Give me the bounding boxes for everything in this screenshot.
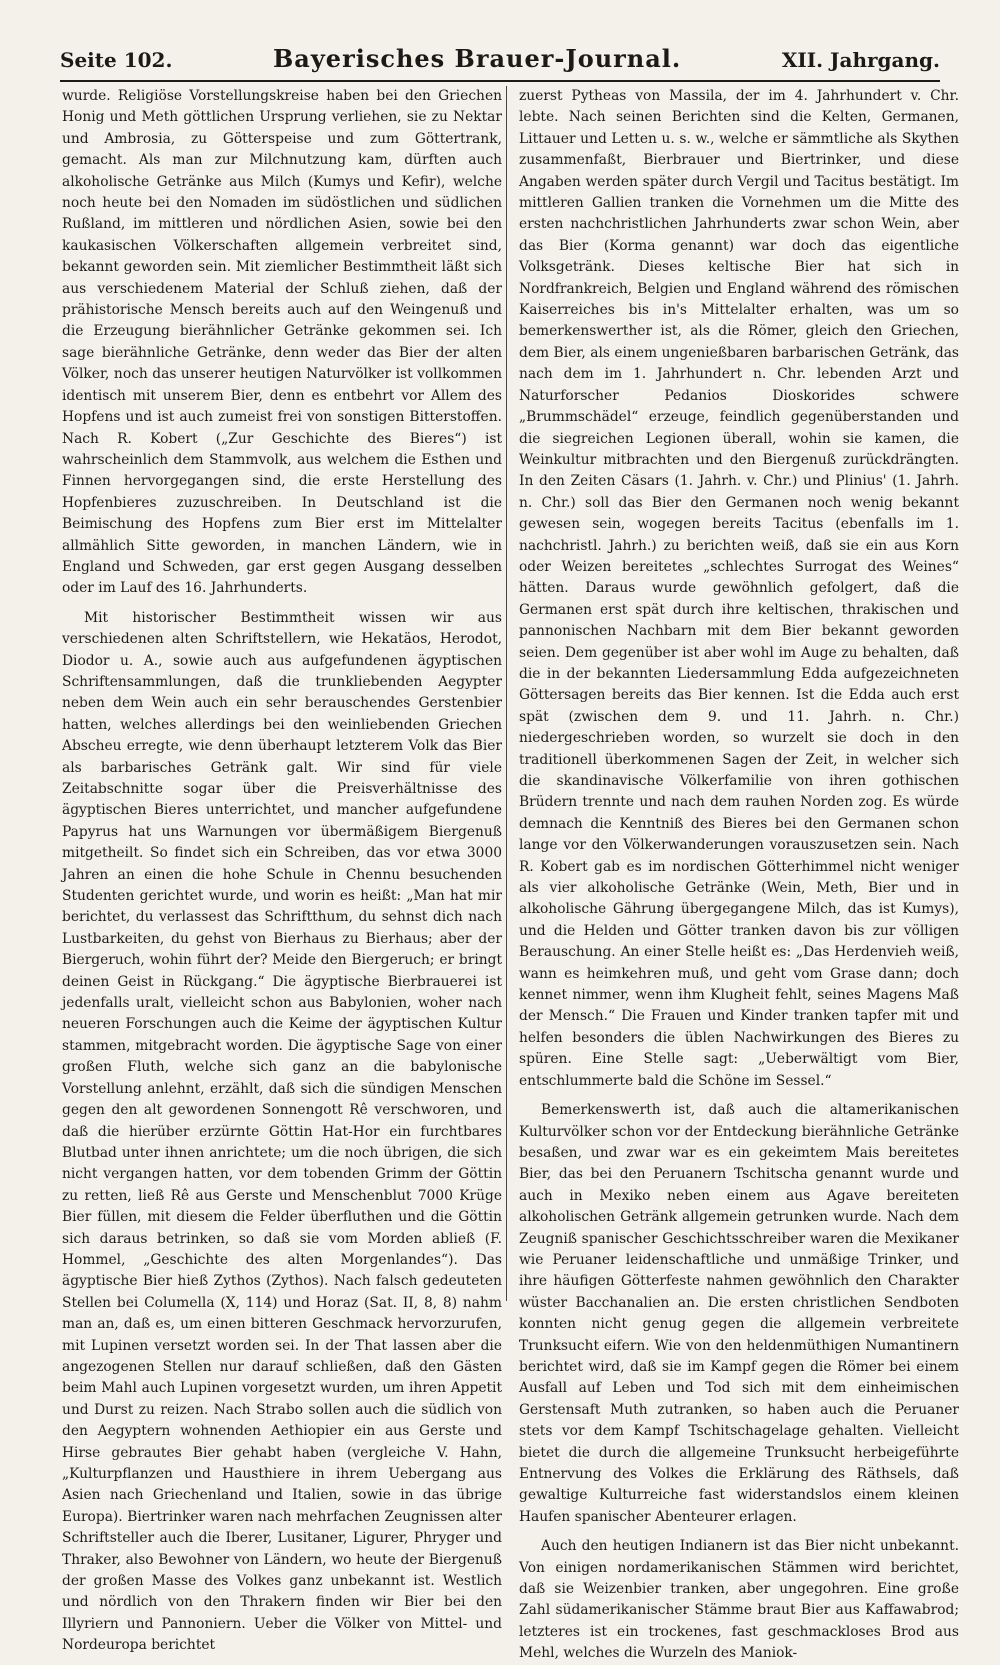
left-paragraph-2: Mit historischer Bestimmtheit wissen wir aus verschiedenen alten Schriftstellern, wie Hekatäos, Herodot, Diodor u. A., sowie auch aus aufgefundenen ägyptischen Schriftensammlungen, daß die trunkliebenden Aegypter neben dem Wein auch ein sehr berauschendes Gerstenbier hatten, welches allerdings bei den weinliebenden Griechen Abscheu erregte, wie denn überhaupt letzterem Volk das Bier als barbarisches Getränk galt. Wir sind für viele Zeitabschnitte sogar über die Preisverhältnisse des ägyptischen Bieres unterrichtet, und mancher aufgefundene Papyrus hat uns Warnungen vor übermäßigem Biergenuß mitgetheilt. So findet sich ein Schreiben, das vor etwa 3000 Jahren an einen die hohe Schule in Chennu besuchenden Studenten gerichtet wurde, und worin es heißt: „Man hat mir berichtet, du verlassest das Schriftthum, du sehnst dich nach Lustbarkeiten, du gehst von Bierhaus zu Bierhaus; aber der Biergeruch, wohin führt der? Meide den Biergeruch; er bringt deinen Geist in Rückgang.“ Die ägyptische Bierbrauerei ist jedenfalls uralt, vielleicht schon aus Babylonien, woher nach neueren Forschungen auch die Keime der ägyptischen Kultur stammen, mitgebracht worden. Die ägyptische Sage von einer großen Fluth, welche sich ganz an die babylonische Vorstellung anlehnt, erzählt, daß sich die sündigen Menschen gegen den alt gewordenen Sonnengott Rê verschworen, und daß die hierüber erzürnte Göttin Hat-Hor ein furchtbares Blutbad unter ihnen anrichtete; um die noch übrigen, die sich nicht vergangen hatten, vor dem tobenden Grimm der Göttin zu retten, ließ Rê aus Gerste und Menschenblut 7000 Krüge Bier füllen, mit diesem die Felder überfluthen und die Göttin sich daraus betrinken, so daß sie vom Morden abließ (F. Hommel, „Geschichte des alten Morgenlandes“). Das ägyptische Bier hieß Zythos (Zythos). Nach falsch gedeuteten Stellen bei Columella (X, 114) und Horaz (Sat. II, 8, 8) nahm man an, daß es, um einen bitteren Geschmack hervorzurufen, mit Lupinen versetzt worden sei. In der That lassen aber die angezogenen Stellen nur darauf schließen, daß den Gästen beim Mahl auch Lupinen vorgesetzt wurden, um ihren Appetit und Durst zu reizen. Nach Strabo sollen auch die südlich von den Aegyptern wohnenden Aethiopier ein aus Gerste und Hirse gebrautes Bier gehabt haben (vergleiche V. Hahn, „Kulturpflanzen und Hausthiere in ihrem Uebergang aus Asien nach Griechenland und Italien, sowie in das übrige Europa). Biertrinker waren nach mehrfachen Zeugnissen alter Schriftsteller auch die Iberer, Lusitaner, Ligurer, Phryger und Thraker, also Bewohner von Ländern, wo heute der Biergenuß der großen Masse des Volkes ganz unbekannt ist. Westlich und nördlich von den Thrakern finden wir Bier bei den Illyriern und Pannoniern. Ueber die Völker von Mittel- und Nordeuropa berichtet — [62, 609, 502, 1654]
left-column — [62, 86, 502, 1654]
right-paragraph-1: zuerst Pytheas von Massila, der im 4. Jahrhundert v. Chr. lebte. Nach seinen Berichten sind die Kelten, Germanen, Littauer und Letten u. s. w., welche er sämmtliche als Skythen zusammenfaßt, Bierbrauer und Biertrinker, und diese Angaben werden später durch Vergil und Tacitus bestätigt. Im mittleren Gallien tranken die Vornehmen um die Mitte des ersten nachchristlichen Jahrhunderts zwar schon Wein, aber das Bier (Korma genannt) war doch das eigentliche Volksgetränk. Dieses keltische Bier hat sich in Nordfrankreich, Belgien und England während des römischen Kaiserreiches bis in's Mittelalter erhalten, was um so bemerkenswerther ist, als die Römer, gleich den Griechen, dem Bier, als einem ungenießbaren barbarischen Getränk, das nach dem im 1. Jahrhundert n. Chr. lebenden Arzt und Naturforscher Pedanios Dioskorides schwere „Brummschädel“ erzeuge, feindlich gegenüberstanden und die siegreichen Legionen überall, wohin sie kamen, die Weinkultur mitbrachten und den Biergenuß zurückdrängten. In den Zeiten Cäsars (1. Jahrh. v. Chr.) und Plinius' (1. Jahrh. n. Chr.) soll das Bier den Germanen noch wenig bekannt gewesen sein, wogegen bereits Tacitus (ebenfalls im 1. nachchristl. Jahrh.) zu berichten weiß, daß sie ein aus Korn oder Weizen bereitetes „schlechtes Surrogat des Weines“ hätten. Daraus wurde gewöhnlich gefolgert, daß die Germanen erst spät durch ihre keltischen, thrakischen und pannonischen Nachbarn mit dem Bier bekannt geworden seien. Dem gegenüber ist aber wohl im Auge zu behalten, daß die in der bekannten Liedersammlung Edda aufgezeichneten Göttersagen bereits das Bier kennen. Ist die Edda auch erst spät (zwischen dem 9. und 11. Jahrh. n. Chr.) niedergeschrieben worden, so wurzelt sie doch in den traditionell überkommenen Sagen der Zeit, in welcher sich die skandinavische Völkerfamilie von ihren gothischen Brüdern trennte und nach dem rauhen Norden zog. Es würde demnach die Kenntniß des Bieres bei den Germanen schon lange vor den Völkerwanderungen vorauszusetzen sein. Nach R. Kobert gab es im nordischen Götterhimmel nicht weniger als vier alkoholische Getränke (Wein, Meth, Bier und in alkoholische Gährung übergegangene Milch, das ist Kumys), und die Helden und Götter tranken davon bis zur völligen Berauschung. An einer Stelle heißt es: „Das Herdenvieh weiß, wann es heimkehren muß, und geht vom Grase dann; doch kennet nimmer, wenn ihm Klugheit fehlt, seines Magens Maß der Mensch.“ Die Frauen und Kinder tranken tapfer mit und helfen besonders die üblen Nachwirkungen des Bieres zu spüren. Eine Stelle sagt: „Ueberwältigt vom Bier, entschlummerte bald die Schöne im Sessel.“ — [519, 88, 959, 1089]
right-paragraph-2: Bemerkenswerth ist, daß auch die altamerikanischen Kulturvölker schon vor der Entdeckung bierähnliche Getränke besaßen, und zwar war es ein gekeimtem Mais bereitetes Bier, das bei den Peruanern Tschitscha genannt wurde und auch in Mexiko neben einem aus Agave bereiteten alkoholischen Getränk allgemein getrunken wurde. Nach dem Zeugniß spanischer Geschichtsschreiber waren die Mexikaner wie Peruaner leidenschaftliche und unmäßige Trinker, und ihre häufigen Götterfeste nahmen gewöhnlich den Charakter wüster Bacchanalien an. Die ersten christlichen Sendboten konnten nicht genug gegen die allgemein verbreitete Trunksucht eifern. Wie von den heldenmüthigen Numantinern berichtet wird, daß sie im Kampf gegen die Römer bei einem Ausfall auf Leben und Tod sich mit dem einheimischen Gerstensaft Muth zutranken, so haben auch die Peruaner stets vor dem Kampf Tschitschagelage gehalten. Vielleicht bietet die durch die allgemeine Trunksucht herbeigeführte Entnervung des Volkes die Erklärung des Räthsels, daß gewaltige Kulturreiche fast widerstandslos einem kleinen Haufen spanischer Abenteurer erlagen. — [519, 1102, 959, 1525]
left-paragraph-1: wurde. Religiöse Vorstellungskreise haben bei den Griechen Honig und Meth göttlichen Ursprung verliehen, sie zu Nektar und Ambrosia, zu Götterspeise und zum Göttertrank, gemacht. Als man zur Milchnutzung kam, dürften auch alkoholische Getränke aus Milch (Kumys und Kefir), welche noch heute bei den Nomaden im südöstlichen und südlichen Rußland, im mittleren und nördlichen Asien, sowie bei den kaukasischen Völkerschaften allgemein verbreitet sind, bekannt geworden sein. Mit ziemlicher Bestimmtheit läßt sich aus verschiedenem Material der Schluß ziehen, daß der prähistorische Mensch bereits auch auf den Weingenuß und die Erzeugung bierähnlicher Getränke gekommen sei. Ich sage bierähnliche Getränke, denn weder das Bier der alten Völker, noch das unserer heutigen Naturvölker ist vollkommen identisch mit unserem Bier, denn es entbehrt vor Allem des Hopfens und ist auch zumeist frei von sonstigen Bitterstoffen. Nach R. Kobert („Zur Geschichte des Bieres“) ist wahrscheinlich dem Stammvolk, aus welchem die Esthen und Finnen hervorgegangen sind, die erste Herstellung des Hopfenbieres zuzuschreiben. In Deutschland ist die Beimischung des Hopfens zum Bier erst im Mittelalter allmählich Sitte geworden, in manchen Ländern, wie in England und Schweden, gar erst gegen Ausgang desselben oder im Lauf des 16. Jahrhunderts. — [62, 88, 502, 597]
header-rule — [60, 80, 940, 82]
column-divider — [506, 86, 507, 1301]
journal-title: Bayerisches Brauer-Journal. — [273, 44, 682, 73]
right-column — [519, 86, 959, 1662]
volume-label: XII. Jahrgang. — [781, 48, 940, 72]
right-paragraph-3: Auch den heutigen Indianern ist das Bier nicht unbekannt. Von einigen nordamerikanischen Stämmen wird berichtet, daß sie Weizenbier tranken, aber ungegohren. Eine große Zahl südamerikanischer Stämme braut Bier aus Kaffawabrod; letzteres ist ein trockenes, fast geschmackloses Brod aus Mehl, welches die Wurzeln des Maniok- — [519, 1538, 959, 1662]
page-number: Seite 102. — [60, 48, 173, 72]
page-header — [60, 44, 940, 80]
